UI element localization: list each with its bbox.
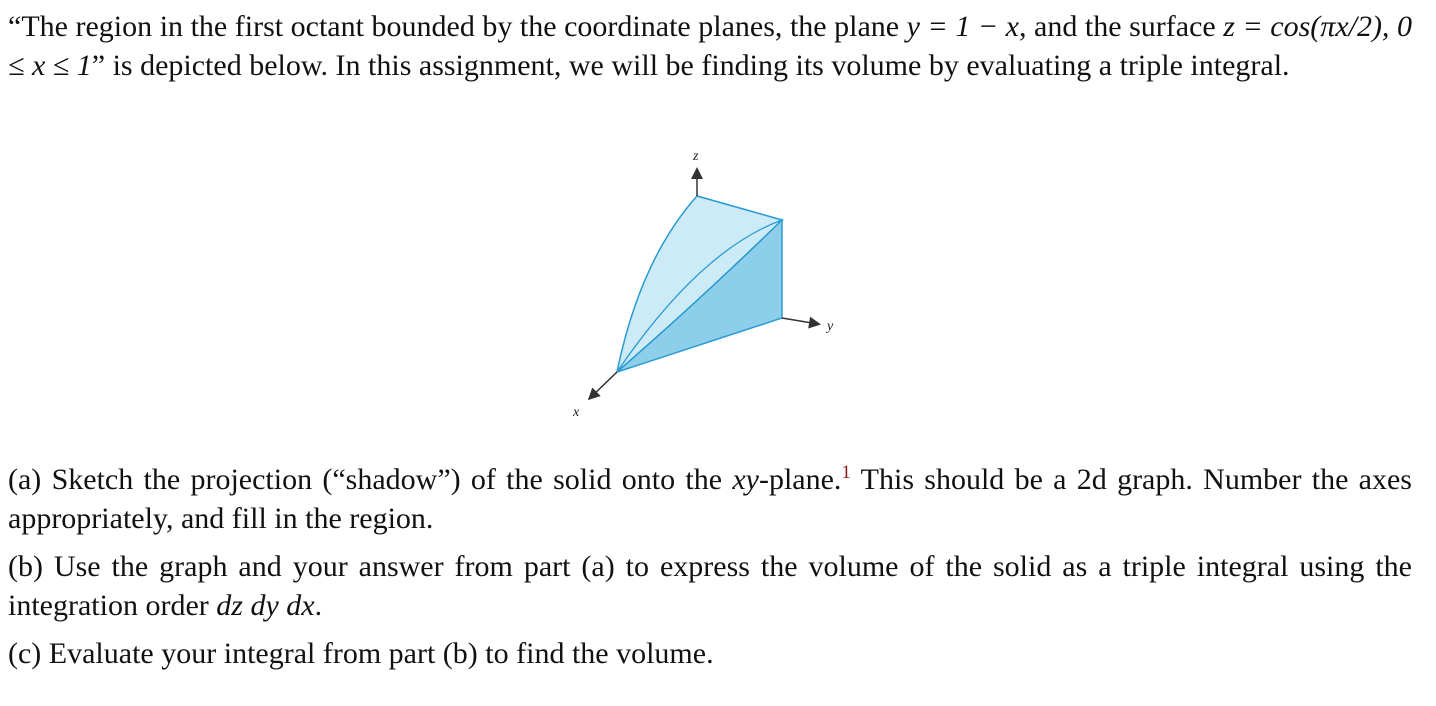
intro-text-1: “The region in the first octant bounded by the coordinate planes, the plane [8, 10, 907, 43]
integration-order: dz dy dx [216, 589, 315, 622]
footnote-marker[interactable]: 1 [841, 462, 851, 483]
x-axis-label: x [573, 405, 580, 420]
part-c [8, 634, 1412, 673]
part-a-suffix: This should be a 2d graph. Number the axes appropriately, and fill in the region. [8, 463, 1412, 535]
plane-equation: y = 1 − x [906, 10, 1019, 43]
part-b-prefix: (b) Use the graph and your answer from part (a) to express the volume of the solid as a triple integral using the integration order [8, 550, 1412, 622]
part-b-suffix: . [314, 589, 323, 622]
part-b [8, 547, 1412, 625]
intro-text-2: , and the surface [1019, 10, 1224, 43]
surface-equation: z = cos(πx/2), 0 ≤ x ≤ 1 [8, 10, 1412, 82]
part-a [8, 460, 1412, 538]
y-axis-label: y [827, 319, 834, 334]
intro-text-3: ” is depicted below. In this assignment, we will be finding its volume by evaluating a triple integral. [91, 49, 1290, 82]
part-a-prefix: (a) Sketch the projection (“shadow”) of the solid onto the [8, 463, 733, 496]
part-a-plane: xy [732, 463, 759, 496]
part-c-text: (c) Evaluate your integral from part (b) to find the volume. [8, 637, 714, 670]
z-axis-label: z [693, 149, 699, 164]
part-a-mid: -plane. [758, 463, 842, 496]
